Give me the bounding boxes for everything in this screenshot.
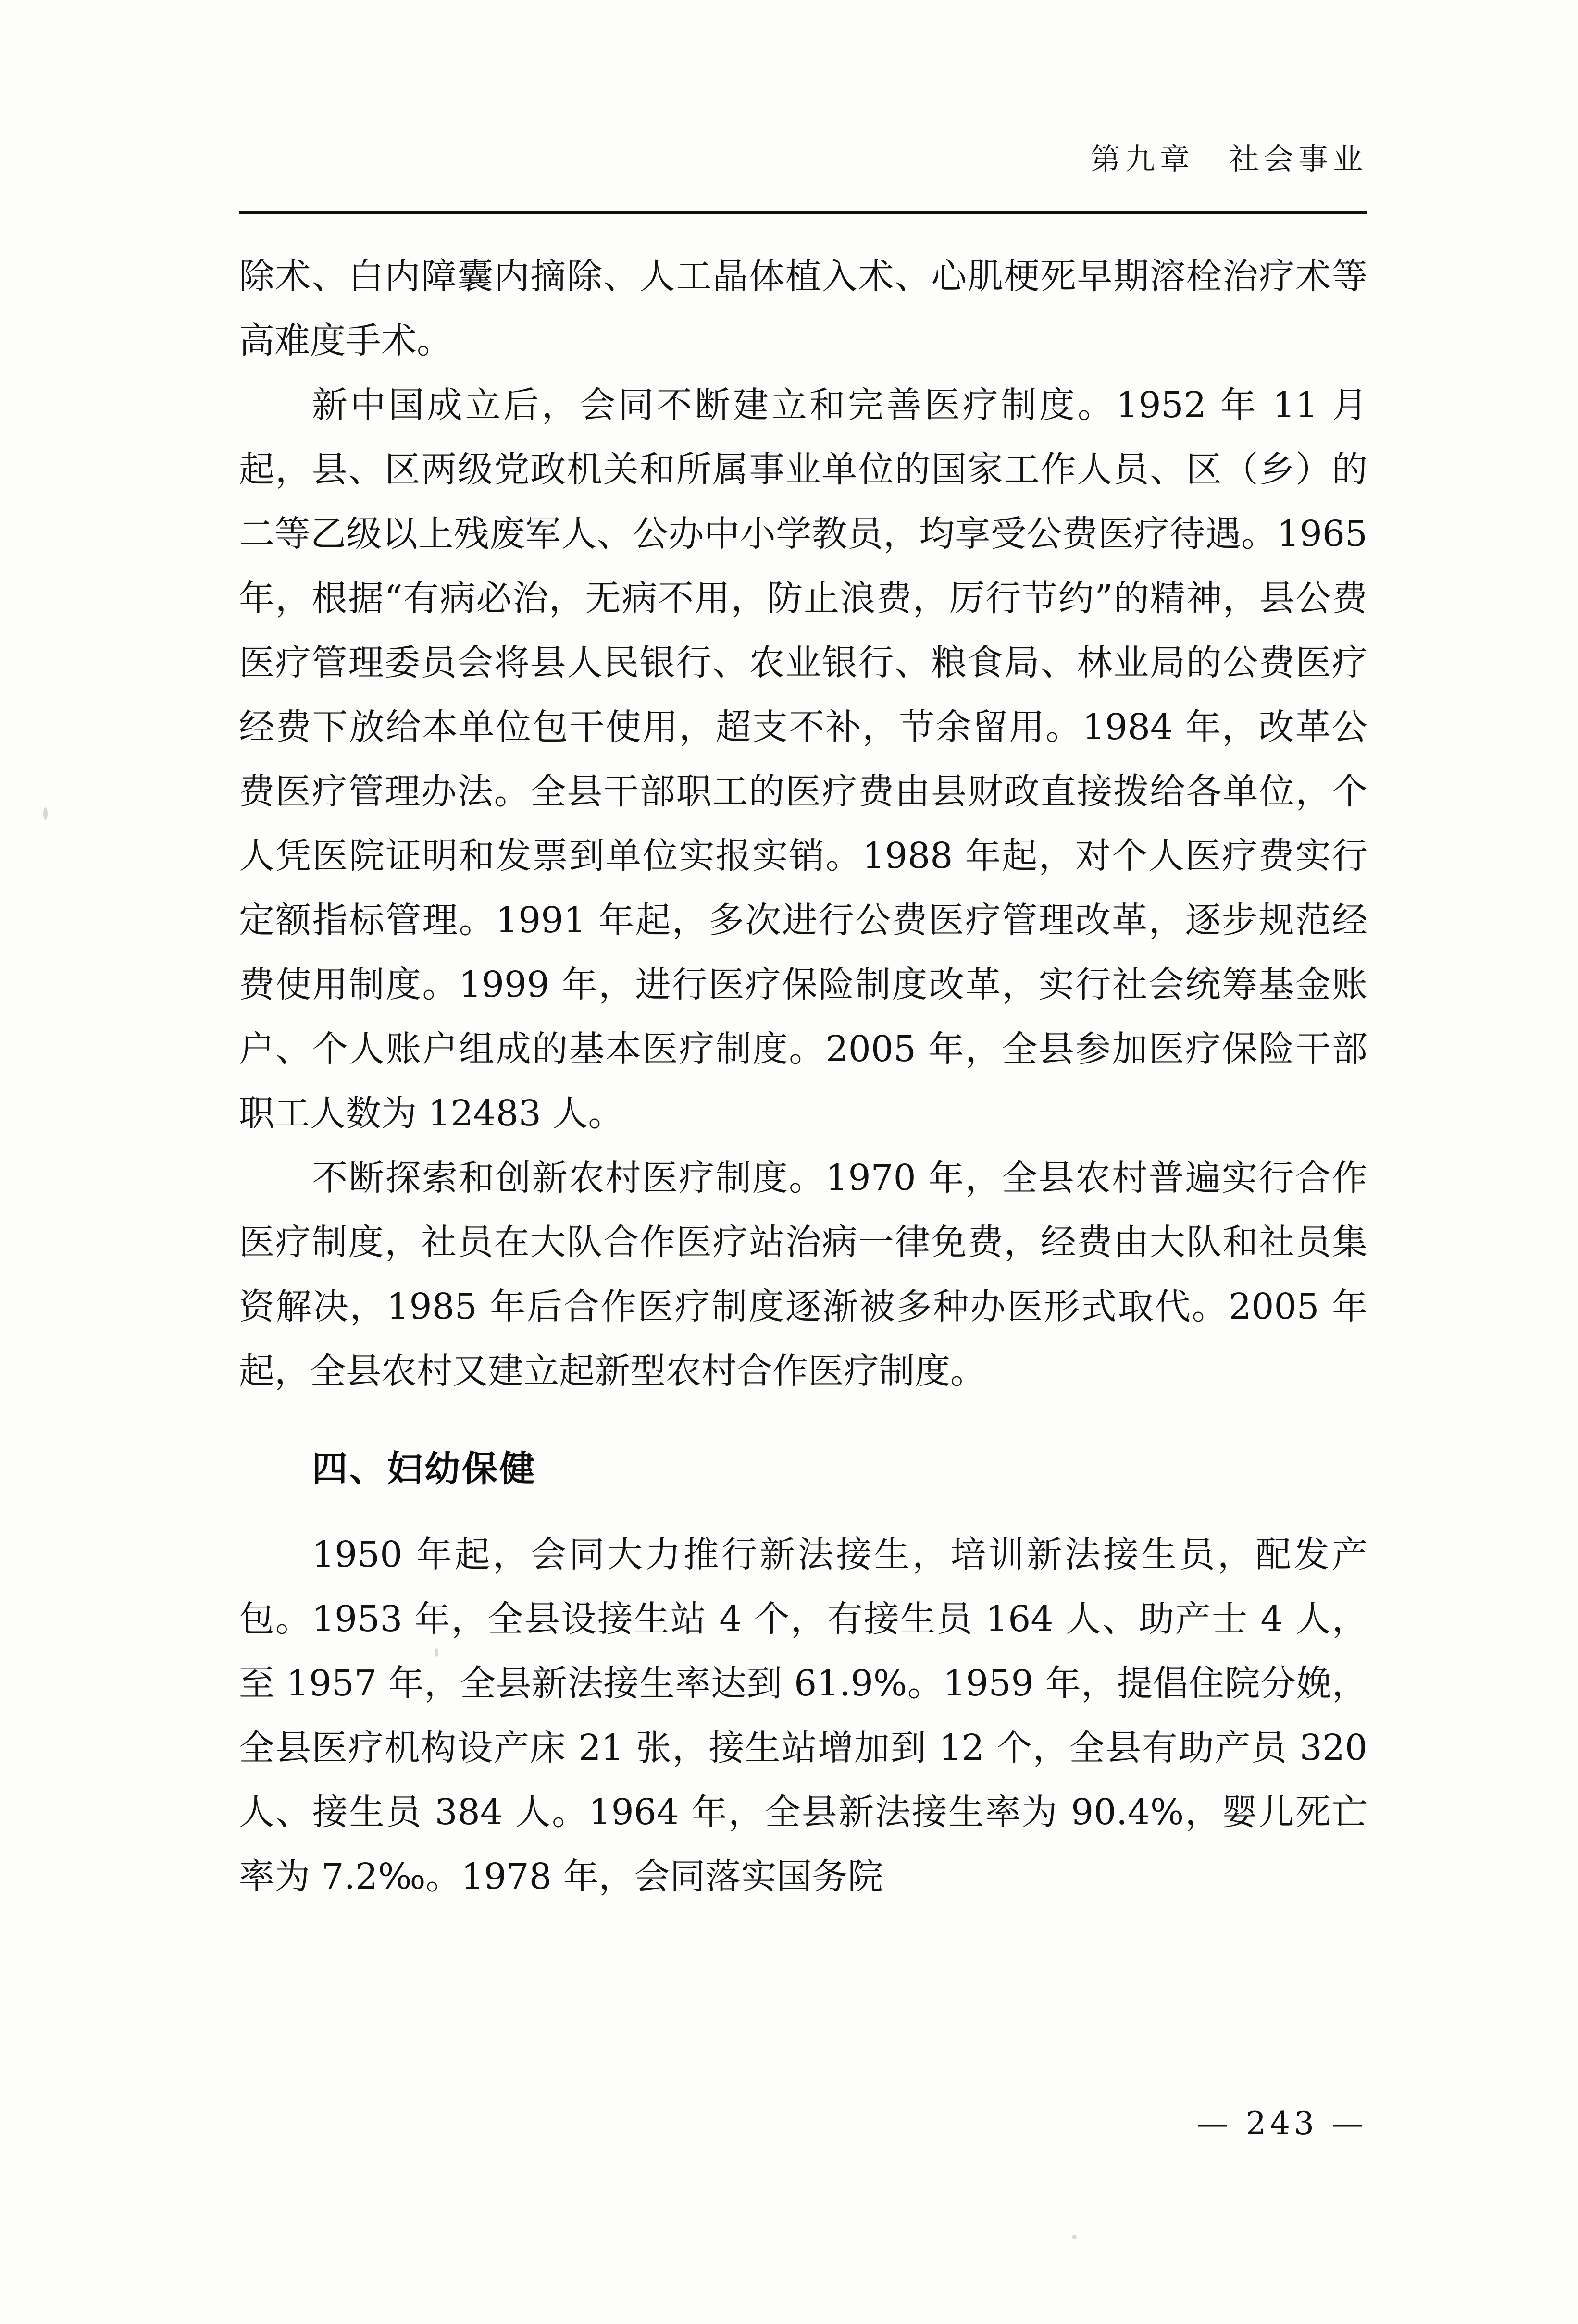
page-number-folio: — 243 —	[1196, 2105, 1367, 2142]
paragraph-rural-cooperative-medical: 不断探索和创新农村医疗制度。1970 年，全县农村普遍实行合作医疗制度，社员在大队合作医疗站治病一律免费，经费由大队和社员集资解决，1985 年后合作医疗制度逐渐被多种办医形式取代。2005 年起，全县农村又建立起新型农村合作医疗制度。	[239, 1157, 1367, 1392]
paragraph-midwifery: 1950 年起，会同大力推行新法接生，培训新法接生员，配发产包。1953 年，全县设接生站 4 个，有接生员 164 人、助产士 4 人，至 1957 年，全县新法接生率达到 61.9%。1959 年，提倡住院分娩，全县医疗机构设产床 21 张，接生站增加到 12 个，全县有助产员 320 人、接生员 384 人。1964 年，全县新法接生率为 90.4%，婴儿死亡率为 7.2‰。1978 年，会同落实国务院	[239, 1534, 1367, 1897]
header-divider-rule	[239, 211, 1367, 214]
scan-speckle	[43, 807, 48, 820]
running-head	[239, 141, 1367, 202]
paragraph-surgery-continued: 除术、白内障囊内摘除、人工晶体植入术、心肌梗死早期溶栓治疗术等高难度手术。	[239, 256, 1367, 361]
paragraph-public-medical-system: 新中国成立后，会同不断建立和完善医疗制度。1952 年 11 月起，县、区两级党政机关和所属事业单位的国家工作人员、区（乡）的二等乙级以上残废军人、公办中小学教员，均享受公费医疗待遇。1965 年，根据“有病必治，无病不用，防止浪费，厉行节约”的精神，县公费医疗管理委员会将县人民银行、农业银行、粮食局、林业局的公费医疗经费下放给本单位包干使用，超支不补，节余留用。1984 年，改革公费医疗管理办法。全县干部职工的医疗费由县财政直接拨给各单位，个人凭医院证明和发票到单位实报实销。1988 年起，对个人医疗费实行定额指标管理。1991 年起，多次进行公费医疗管理改革，逐步规范经费使用制度。1999 年，进行医疗保险制度改革，实行社会统筹基金账户、个人账户组成的基本医疗制度。2005 年，全县参加医疗保险干部职工人数为 12483 人。	[239, 384, 1367, 1134]
section-heading-maternal-child-health: 四、妇幼保健	[312, 1448, 537, 1490]
scan-speckle	[435, 1648, 438, 1657]
scan-speckle	[1072, 2235, 1077, 2239]
running-head-chapter-title: 第九章 社会事业	[1090, 141, 1367, 176]
body-text-column	[239, 244, 1367, 1909]
